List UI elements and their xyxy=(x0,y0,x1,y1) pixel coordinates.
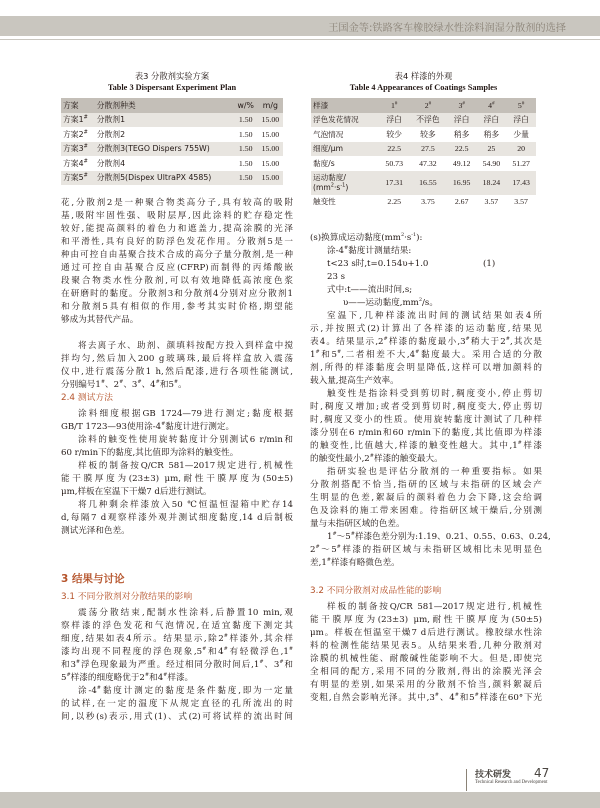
table3-cell: 15.00 xyxy=(261,158,280,168)
text-line: 的触变性,比值越大,样漆的触变性越大。其中,1#样漆 xyxy=(310,440,542,451)
text-line: 较好,能提高颜料的着色力和遮盖力,提高涂膜的光泽 xyxy=(61,224,293,234)
running-title: 王国金等:铁路客车橡胶绿水性涂料润湿分散剂的选择 xyxy=(328,23,566,34)
text-line: 变粗,自然会影响光泽。其中,3#、4#和5#样漆在60°下光 xyxy=(310,692,543,703)
text-line: 23 s xyxy=(327,272,346,282)
table4-cell: 3.57 xyxy=(514,197,528,207)
table-row xyxy=(61,142,283,157)
table4-cell: 稍多 xyxy=(483,129,500,139)
text-line: 的触变性最小,2#样漆的触变最大。 xyxy=(310,453,443,464)
text-line: 涂-4#黏度计测定的黏度是条件黏度,即为一定量 xyxy=(78,685,294,696)
table4-header-cell: 2# xyxy=(424,100,432,110)
text-line: 察样漆的浮色发花和气泡情况,在适宜黏度下测定其 xyxy=(61,621,293,631)
table4-cell: 黏度/s xyxy=(313,158,335,168)
text-line: μm。样板在恒温室干燥7 d后进行测试。橡胶绿水性涂 xyxy=(310,628,542,638)
text-line: 和平滑性,具有良好的防浮色发花作用。分散剂5是一 xyxy=(61,237,293,247)
text-line: 将几种剩余样漆放入50 ℃恒温恒湿箱中贮存14 xyxy=(78,500,293,510)
text-line: 能干膜厚度为(23±3) μm,耐性干膜厚度为(50±5) xyxy=(310,615,542,625)
text-line: 细度,结果如表4所示。结果显示,除2#样漆外,其余样 xyxy=(61,633,293,644)
table4-cell: 不浮色 xyxy=(416,115,440,125)
table4-cell: 较少 xyxy=(386,129,402,139)
table4-header-cell: 样漆 xyxy=(313,100,329,110)
text-line: 仪中,进行震荡分散1 h,然后配漆,进行各项性能测试, xyxy=(61,367,293,377)
text-line: 的试样,在一定的温度下从规定直径的孔所流出的时 xyxy=(61,699,293,709)
table4-cell: 27.5 xyxy=(421,144,435,154)
text-line: 漆分别在6 r/min和60 r/min下的黏度,其比值即为样漆 xyxy=(310,428,542,438)
section-heading-3-1: 3.1 不同分散剂对分散结果的影响 xyxy=(61,592,193,602)
text-line: 指研实验也是评估分散剂的一种重要指标。如果 xyxy=(327,467,542,477)
text-line: 涂-4#黏度计测量结果: xyxy=(327,245,412,256)
text-line: 样板的制备按Q/CR 581—2017规定进行,机械性 xyxy=(78,461,293,471)
text-line: 分散剂搭配不恰当,指研的区域与未指研的区域会产 xyxy=(310,480,542,490)
text-line: 量与未指研区域的色差。 xyxy=(310,519,405,529)
text-line: 时,稠度又变小的性质。使用旋转黏度计测试了几种样 xyxy=(310,415,542,425)
text-line: υ——运动黏度$,mm^2/s$。 xyxy=(343,297,438,308)
table4-cell: 浮白 xyxy=(483,115,500,125)
text-line: 样板的制备按Q/CR 581—2017规定进行,机械性 xyxy=(327,602,542,612)
section-heading-2-4: 2.4 测试方法 xyxy=(61,393,113,403)
table-row xyxy=(311,171,536,195)
table4-header-row xyxy=(311,98,536,113)
table4-cell: 49.12 xyxy=(452,158,471,168)
table4-cell: 2.25 xyxy=(387,197,402,207)
text-line: 涂料的触变性使用旋转黏度计分别测试6 r/min和 xyxy=(78,435,293,445)
footer-band xyxy=(0,792,600,808)
table4-cell: 22.5 xyxy=(387,144,402,154)
text-line: 段聚合物类水性分散剂,可以有效地降低高浓度色浆 xyxy=(61,276,293,286)
table3-cell: 方案5# xyxy=(63,172,88,183)
table4-cell: 17.43 xyxy=(512,178,530,187)
text-line: 表4。结果显示,2#样漆的黏度最小,3#稍大于2#,其次是 xyxy=(310,336,543,347)
table3-cell: 1.50 xyxy=(238,115,253,125)
table4-cell: 16.55 xyxy=(419,178,437,187)
text-line: d,每隔7 d观察样漆外观并测试细度黏度,14 d后制板 xyxy=(61,513,293,523)
table3-cell: 15.00 xyxy=(261,129,280,139)
table3-cell: 15.00 xyxy=(261,144,280,154)
text-line: 漆均出现不同程度的浮色现象,5#和4#有轻微浮色,1# xyxy=(61,646,294,657)
table4-header-cell: 3# xyxy=(458,100,465,110)
text-line: 触变性是指涂料受到剪切时,稠度变小,停止剪切 xyxy=(327,389,542,399)
text-line: 和3#浮色现象最为严重。经过相同分散时间后,1#、3#和 xyxy=(61,659,293,670)
table3-cell: 15.00 xyxy=(261,173,280,183)
text-line: 料的检测性能结果见表5。从结果来看,几种分散剂对 xyxy=(310,641,542,651)
text-line: μm,样板在室温下干燥7 d后进行测试。 xyxy=(61,487,212,497)
table4-cell: 22.5 xyxy=(454,144,469,154)
table4-cell: 浮白 xyxy=(513,115,529,125)
table3-cell: 1.50 xyxy=(238,129,253,139)
table4-cell: 18.24 xyxy=(482,178,501,187)
table4-caption-cn: 表4 样漆的外观 xyxy=(394,71,453,81)
text-line: 1#～5#样漆色差分别为:1.19、0.21、0.55、0.63、0.24, xyxy=(327,531,551,542)
text-line: 60 r/min下的黏度,其比值即为涂料的触变性。 xyxy=(61,448,239,458)
text-line: 测试光泽和色差。 xyxy=(61,526,130,536)
table-row xyxy=(61,127,283,142)
text-line: 涂料细度根据GB 1724—79进行测定;黏度根据 xyxy=(78,409,293,419)
text-line: 震荡分散结束,配制水性涂料,后静置10 min,观 xyxy=(78,608,293,618)
text-line: 拌均匀,然后加入200 g玻璃珠,最后将样盒放入震荡 xyxy=(61,354,293,364)
table4-cell: 17.31 xyxy=(385,178,403,187)
table-row xyxy=(311,156,536,171)
text-line: 够成为其替代产品。 xyxy=(61,315,139,325)
table4 xyxy=(311,98,536,209)
page-footer xyxy=(0,760,600,808)
table3-cell: 1.50 xyxy=(238,158,253,168)
table-row xyxy=(61,171,283,186)
journal-section-en: Technical Research and Development xyxy=(475,780,548,785)
table3 xyxy=(61,98,283,185)
table3-cell: 方案3# xyxy=(63,143,88,154)
table4-cell: 54.90 xyxy=(482,158,501,168)
table3-cell: 方案4# xyxy=(63,158,88,168)
text-line: 差,1#样漆有略微色差。 xyxy=(310,557,400,568)
table4-cell: 2.67 xyxy=(454,197,469,207)
table3-cell: 1.50 xyxy=(238,173,253,183)
section-heading-3: 3 结果与讨论 xyxy=(61,573,125,585)
text-line: 将去离子水、助剂、颜填料按配方投入到样盒中搅 xyxy=(78,341,293,351)
table3-header-cell: 方案 xyxy=(63,100,79,110)
table4-cell: 3.57 xyxy=(484,197,499,207)
table3-cell: 分散剂3(TEGO Dispers 755W) xyxy=(96,144,210,154)
text-line: 基,吸附牢固性强、吸附层厚,因此涂料的贮存稳定性 xyxy=(61,211,293,221)
text-line: 花,分散剂2是一种聚合物类高分子,具有较高的吸附 xyxy=(61,198,293,208)
table4-cell: 气泡情况 xyxy=(313,129,344,139)
table4-header-cell: 4# xyxy=(488,100,495,110)
header-rule xyxy=(0,39,600,40)
table-row xyxy=(311,113,536,128)
table4-cell: 51.27 xyxy=(512,158,530,168)
table3-cell: 分散剂5(Dispex UltraPX 4585) xyxy=(96,173,212,183)
text-line: 式中:t——流出时间,s; xyxy=(327,285,413,295)
table4-caption-en: Table 4 Appearances of Coatings Samples xyxy=(349,83,498,92)
text-line: 5#样漆的细度略优于2#和4#样漆。 xyxy=(61,672,194,683)
table3-cell: 1.50 xyxy=(238,144,253,154)
text-line: 有明显的差别,如果采用的分散剂不恰当,颜料絮凝后 xyxy=(310,680,542,690)
text-line: 时,稠度又增加;或者受到剪切时,稠度变大,停止剪切 xyxy=(310,402,542,412)
page-number: 47 xyxy=(534,766,550,780)
table3-cell: 15.00 xyxy=(261,115,280,125)
table4-cell: 较多 xyxy=(420,129,436,139)
table3-cell: 分散剂1 xyxy=(96,115,126,125)
text-line: 在研磨时的黏度。分散剂3和分散剂4分别对应分散剂1 xyxy=(61,289,293,299)
table4-header-cell: 1# xyxy=(390,100,398,110)
table3-header-cell: w/% xyxy=(237,100,254,110)
text-line: 载入量,提高生产效率。 xyxy=(310,376,399,386)
table3-header-cell: 分散剂种类 xyxy=(96,100,136,110)
table4-cell: 细度/μm xyxy=(313,144,343,154)
table4-cell: 运动黏度/ $(mm^2\cdot s^{-1})$ xyxy=(313,172,349,192)
table3-cell: 分散剂4 xyxy=(96,158,126,168)
text-line: GB/T 1723—93使用涂-4#黏度计进行测定。 xyxy=(61,421,235,432)
table4-cell: 20 xyxy=(517,144,525,154)
table3-cell: 方案1# xyxy=(63,114,88,125)
table-row xyxy=(61,156,283,171)
journal-section-cn: 技术研发 xyxy=(475,770,512,780)
text-line: 通过可控自由基聚合反应(CFRP)而制得的丙烯酸嵌 xyxy=(61,263,293,273)
table3-cell: 分散剂2 xyxy=(96,129,126,139)
table4-header-cell: 5# xyxy=(517,100,525,110)
table3-header-cell: m/g xyxy=(262,100,278,110)
table4-cell: 16.95 xyxy=(452,178,471,187)
table4-cell: 47.32 xyxy=(419,158,437,168)
table4-cell: 浮色发花情况 xyxy=(313,115,359,125)
table3-header-row xyxy=(61,98,283,113)
text-line: t<23 s时,t=0.154υ+1.0 (1) xyxy=(327,259,496,269)
running-header xyxy=(0,0,600,40)
text-line: 1#和5#,二者相差不大,4#黏度最大。采用合适的分散 xyxy=(310,349,542,360)
table4-cell: 3.75 xyxy=(421,197,435,207)
text-line: 剂,所得的样漆黏度会明显降低,这样可以增加颜料的 xyxy=(310,363,542,373)
text-line: 种由可控自由基聚合技术合成的高分子量分散剂,是一种 xyxy=(61,250,293,260)
text-line: 间,以秒(s)表示,用式(1)、式(2)可将试样的流出时间 xyxy=(61,712,293,722)
table4-cell: 触变性 xyxy=(313,197,336,207)
text-line: 生明显的色差,絮凝后的颜料着色力会下降,这会给调 xyxy=(310,493,542,503)
table4-cell: 浮白 xyxy=(386,115,402,125)
table4-cell: 少量 xyxy=(513,129,529,139)
table4-cell: 稍多 xyxy=(453,129,470,139)
text-line: 色及涂料的施工带来困难。待指研区域干燥后,分别测 xyxy=(310,506,542,516)
table-row xyxy=(61,113,283,128)
text-line: 2#～5#样漆的指研区域与未指研区域相比未见明显色 xyxy=(310,544,542,555)
text-line: 室温下,几种样漆流出时间的测试结果如表4所 xyxy=(327,311,542,321)
text-line: 示,并按照式(2)计算出了各样漆的运动黏度,结果见 xyxy=(310,324,542,334)
table3-caption-cn: 表3 分散剂实验方案 xyxy=(134,71,210,81)
table4-cell: 25 xyxy=(487,144,496,154)
text-line: 分别编号1#、2#、3#、4#和5#。 xyxy=(61,379,187,390)
text-line: (s)换算成运动黏度$(mm^2\cdot s^{-1})$: xyxy=(310,232,423,243)
table4-cell: 浮白 xyxy=(453,115,470,125)
section-heading-3-2: 3.2 不同分散剂对成品性能的影响 xyxy=(310,586,442,596)
footer-divider xyxy=(466,769,467,791)
text-line: 涂膜的机械性能、耐酸碱性能影响不大。但是,即使完 xyxy=(310,654,542,664)
table-row xyxy=(311,127,536,142)
text-line: 能干膜厚度为(23±3) μm,耐性干膜厚度为(50±5) xyxy=(61,474,293,484)
table3-caption-en: Table 3 Dispersant Experiment Plan xyxy=(107,83,237,92)
text-line: 和分散剂5具有相似的作用,参考其实时价格,期望能 xyxy=(61,302,293,312)
table-row xyxy=(311,195,536,210)
table3-cell: 方案2# xyxy=(63,129,88,139)
text-line: 全相同的配方,采用不同的分散剂,得出的涂膜光泽会 xyxy=(310,667,542,677)
table4-cell: 50.73 xyxy=(385,158,403,168)
table-row xyxy=(311,142,536,157)
